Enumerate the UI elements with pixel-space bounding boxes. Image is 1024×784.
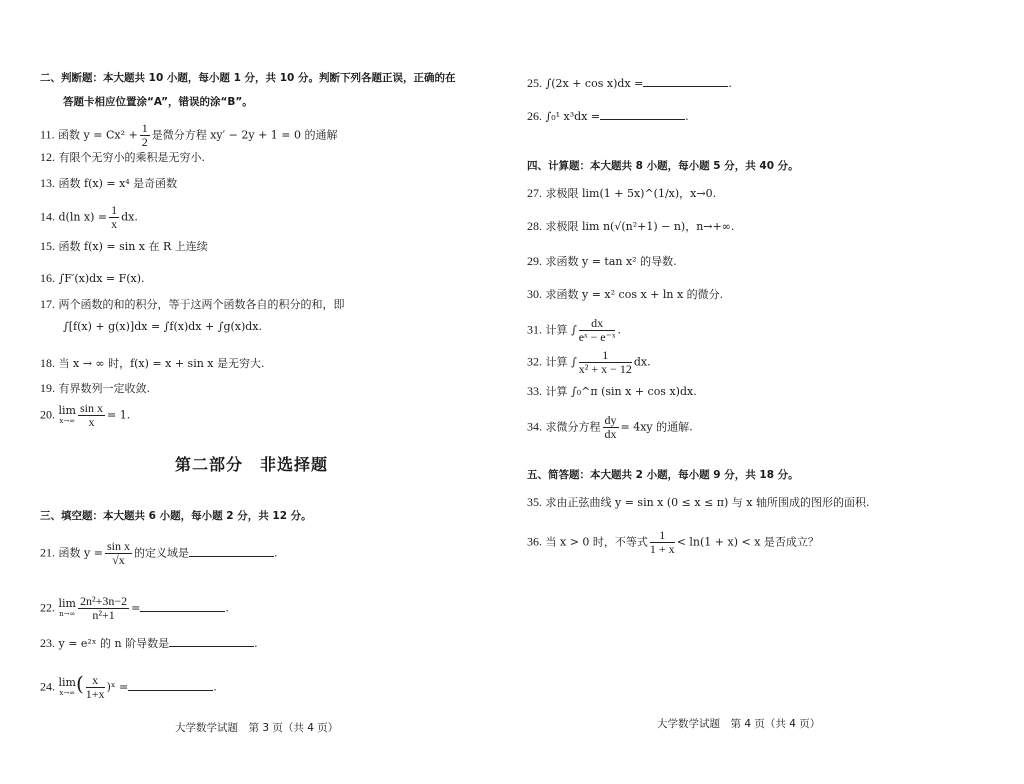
question-29: 29. 求函数 y = tan x² 的导数. xyxy=(527,254,677,268)
question-13: 13. 函数 f(x) = x⁴ 是奇函数 xyxy=(40,176,178,190)
question-24: 24. lim x→∞ ( $\frac{x}{1+x}$ )ˣ = . xyxy=(40,671,217,701)
question-36: 36. 当 x > 0 时，不等式 $\frac{1}{1 + x}$ < ln(1 + x) < x 是否成立？ xyxy=(527,528,819,556)
answer-blank xyxy=(128,680,213,691)
question-19: 19. 有界数列一定收敛. xyxy=(40,381,150,395)
page-footer-4: 大学数学试题 第 4 页（共 4 页） xyxy=(657,718,821,730)
question-26: 26. ∫₀¹ x³dx = . xyxy=(527,109,689,123)
section2-header: 二、判断题：本大题共 10 小题，每小题 1 分，共 10 分。判断下列各题正误，正确的在 xyxy=(40,72,456,84)
question-18: 18. 当 x → ∞ 时，f(x) = x + sin x 是无穷大. xyxy=(40,356,265,370)
answer-blank xyxy=(169,636,254,647)
question-35: 35. 求由正弦曲线 y = sin x (0 ≤ x ≤ π) 与 x 轴所围成的图形的面积. xyxy=(527,495,870,509)
question-16: 16. ∫F′(x)dx = F(x). xyxy=(40,271,145,285)
question-17-formula: ∫[f(x) + g(x)]dx = ∫f(x)dx + ∫g(x)dx. xyxy=(63,320,263,333)
question-11: 11. 函数 y = Cx² + $\frac{1}{2}$ 是微分方程 xy′ − 2y + 1 = 0 的通解 xyxy=(40,121,338,149)
answer-blank xyxy=(643,76,728,87)
question-21: 21. 函数 y = $\frac{\text{sin x}}{√x}$ 的定义域是 . xyxy=(40,539,278,567)
question-12: 12. 有限个无穷小的乘积是无穷小. xyxy=(40,150,205,164)
question-33: 33. 计算 ∫₀^π (sin x + cos x)dx. xyxy=(527,384,697,398)
page-footer-3: 大学数学试题 第 3 页（共 4 页） xyxy=(175,722,339,734)
part2-title: 第二部分 非选择题 xyxy=(175,455,329,474)
question-15: 15. 函数 f(x) = sin x 在 R 上连续 xyxy=(40,239,208,253)
section5-header: 五、简答题：本大题共 2 小题，每小题 9 分，共 18 分。 xyxy=(527,469,799,481)
question-27: 27. 求极限 lim(1 + 5x)^(1/x)，x→0. xyxy=(527,186,717,200)
question-30: 30. 求函数 y = x² cos x + ln x 的微分. xyxy=(527,287,724,301)
section2-header-cont: 答题卡相应位置涂“A”，错误的涂“B”。 xyxy=(63,96,253,108)
section3-header: 三、填空题：本大题共 6 小题，每小题 2 分，共 12 分。 xyxy=(40,510,312,522)
question-28: 28. 求极限 lim n(√(n²+1) − n)，n→+∞. xyxy=(527,219,735,233)
question-23: 23. y = e²ˣ 的 n 阶导数是 . xyxy=(40,636,258,650)
answer-blank xyxy=(140,601,225,612)
question-25: 25. ∫(2x + cos x)dx = . xyxy=(527,76,732,90)
question-32: 32. 计算 ∫ $\frac{1}{\text{x² + x − 12}}$ dx. xyxy=(527,348,651,376)
section4-header: 四、计算题：本大题共 8 小题，每小题 5 分，共 40 分。 xyxy=(527,160,799,172)
question-14: 14. d(ln x) = $\frac{1}{x}$ dx. xyxy=(40,203,138,231)
question-17: 17. 两个函数的和的积分，等于这两个函数各自的积分的和，即 xyxy=(40,297,345,311)
question-31: 31. 计算 ∫ $\frac{dx}{\text{eˣ − e⁻ˣ}}$ . xyxy=(527,316,621,344)
question-20: 20. lim x→∞ $\frac{\text{sin x}}{x}$ = 1. xyxy=(40,401,131,429)
question-34: 34. 求微分方程 $\frac{dy}{dx}$ = 4xy 的通解. xyxy=(527,413,693,441)
answer-blank xyxy=(600,109,685,120)
question-22: 22. lim n→∞ $\frac{\text{2n²+3n−2}}{\text{n²+1}}$ = . xyxy=(40,594,229,622)
answer-blank xyxy=(189,546,274,557)
